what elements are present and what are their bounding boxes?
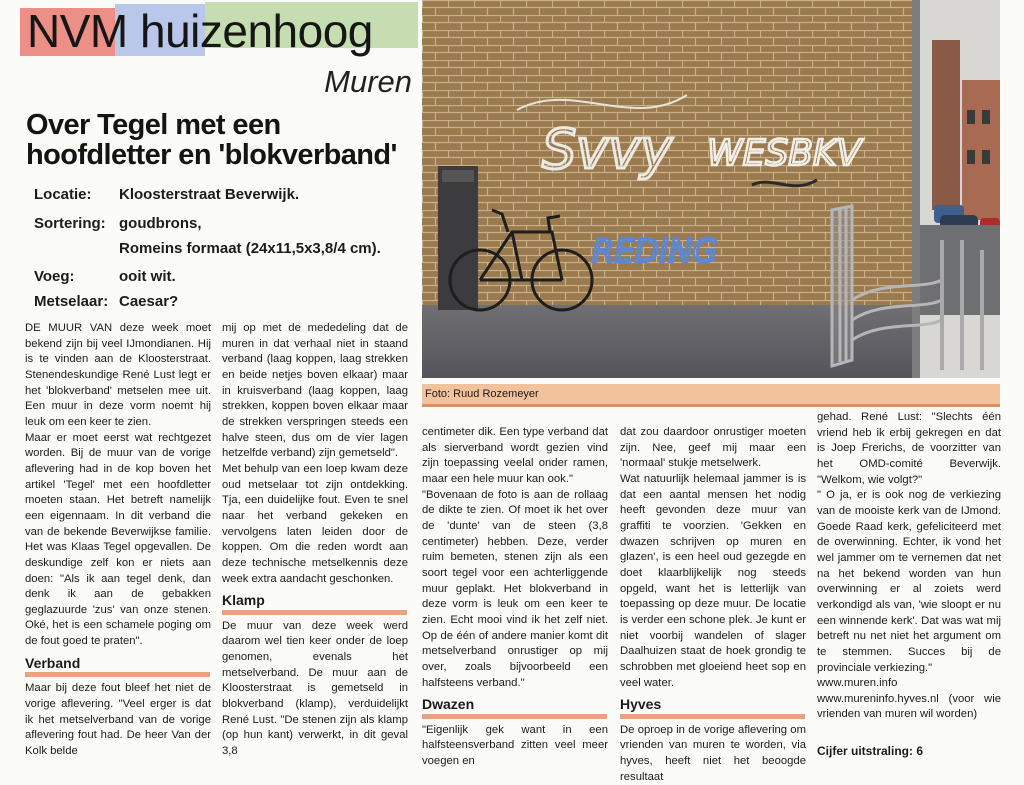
link-mureninfo-hyves[interactable]: www.mureninfo.hyves.nl (voor wie vrienden van muren wil worden) [817,692,1001,721]
spec-sortering-label: Sortering: [34,215,106,232]
column-3-paragraph-2: "Bovenaan de foto is aan de rollaag de dikte te zien. Of moet ik het over de 'dunte' van de steen (3,8 centimeter) hebben. Deze, verder ruim bemeten, stenen zijn als een soort tegel voor een achterliggende muur geplakt. Het blokverband in deze vorm is leuk om een keer te zien. Echt mooi vind ik het zelf niet. Op de één of andere manier komt dit metselverband onrustiger op mij over, zoals bijvoorbeeld een halfsteens verband." [422,488,608,689]
column-4-paragraph-1: dat zou daardoor onrustiger moeten zijn. Nee, geef mij maar een 'normaal' stukje metselwerk. [620,426,806,470]
column-5-paragraph-1: gehad. René Lust: "Slechts één vriend heb ik erbij gekregen en dat is Joep Frerichs, de voorzitter van het OMD-comité Beverwijk. "Welkom, wie volgt?" [817,411,1001,486]
graffiti-white-tag-1: Svvy [542,118,673,181]
spec-locatie-label: Locatie: [34,186,92,203]
column-2-paragraph-3: De muur van deze week werd daarom wel tien keer onder de loep genomen, evenals het metselverband. De muur aan de Kloosterstraat is gemetseld in blokverband (klamp), verduidelijkt René Lust. "De stenen zijn als klamp (op hun kant) verwerkt, in dit geval 3,8 [222,619,408,758]
column-4-paragraph-3: De oproep in de vorige aflevering om vrienden van muren te worden, via hyves, heeft niet het beoogde resultaat [620,723,806,783]
article-column-3 [422,425,608,770]
section-label: Muren [324,64,412,99]
spec-voeg-label: Voeg: [34,268,75,285]
column-2-paragraph-2: Met behulp van een loep kwam deze oud metselaar tot zijn ontdekking. Tja, een duidelijke fout. Even te snel naar het verband gekeken en vervolgens laten leiden door de koppen. Om die reden wordt aan deze technische metselkennis deze week extra aandacht geschonken. [222,462,408,585]
column-1-paragraph-2: Maar er moet eerst wat rechtgezet worden. Bij de muur van de vorige aflevering had in de kop boven het artikel 'Tegel' met een hoofdletter moeten staan. Het betreft namelijk een eigennaam. In dit verband die van de bekende Beverwijkse familie. Het was Klaas Tegel opgevallen. De deskundige zelf kon er niets aan doen: "Als ik aan tegel denk, dan denk ik aan de gebakken geglazuurde 'zus' van onze stenen. Oké, het is een schamele poging om de fout goed te praten". [25,431,211,648]
article-column-5 [817,410,1001,723]
column-1-paragraph-1: DE MUUR VAN deze week moet bekend zijn bij veel IJmondianen. Hij is te vinden aan de Kloosterstraat. Stenendeskundige René Lust legt er het 'blokverband' metselen mee uit. Een muur in deze vorm noemt hij leuk om een keer te zien. [25,322,211,428]
spec-metselaar-label: Metselaar: [34,293,109,310]
subheading-klamp: Klamp [222,593,407,615]
headline: Over Tegel met een hoofdletter en 'blokverband' [26,109,397,171]
column-1-paragraph-3: Maar bij deze fout bleef het niet de vorige aflevering. "Veel erger is dat ik het metselverband van de vorige aflevering fout had. De heer Van der Kolk belde [25,682,211,758]
article-photo [422,0,1000,378]
spec-metselaar-value: Caesar? [119,293,179,310]
subheading-verband: Verband [25,656,210,678]
column-2-paragraph-1: mij op met de mededeling dat de muren in dat verhaal niet in staand verband (laag koppen, laag strekken en beide netjes boven elkaar) maar in kruisverband (laag koppen, laag strekken, koppen boven elkaar maar de strekken verspringen steeds een halve steen, dus om de vier lagen hetzelfde verband) zijn gemetseld". [222,322,408,460]
column-4-paragraph-2: Wat natuurlijk helemaal jammer is is dat een aantal mensen het nodig heeft gevonden deze muur van graffiti te voorzien. 'Gekken en dwazen schrijven op muren en glazen', is een heel oud gezegde en doet klaarblijkelijk nog steeds opgeld, want het is letterlijk van toepassing op deze muur. De locatie is verder een schone plek. Je kunt er niet voorbij wandelen of slager Daalhuizen staat de hoek grondig te schrobben met gloeiend heet sop en veel water. [620,472,806,689]
graffiti-white-tag-2: WESBKV [707,133,862,174]
column-3-paragraph-1: centimeter dik. Een type verband dat als sierverband wordt gezien vind zijn toepassing veelal onder ramen, maar een hele muur kan ook." [422,426,608,485]
rating-line: Cijfer uitstraling: 6 [817,744,924,758]
column-5-paragraph-2: " O ja, er is ook nog de verkiezing van de mooiste kerk van de IJmond. Goede Raad kerk, gefeliciteerd met de overwinning. Echter, ik vond het wel jammer om te vernemen dat net na het bekend worden van hun overwinning er al zoiets werd verkondigd als van, 'wie sloopt er nu een winnende kerk'. Dat was wat mij betreft nu net niet het argument om te stemmen. Succes bij de provinciale verkiezing." [817,489,1001,674]
subheading-hyves: Hyves [620,697,805,719]
spec-sortering-value: goudbrons, [119,215,202,232]
subheading-dwazen: Dwazen [422,697,607,719]
spec-locatie-value: Kloosterstraat Beverwijk. [119,186,300,203]
photo-brick-wall-graffiti [422,0,1000,378]
spec-sortering-format: Romeins formaat (24x11,5x3,8/4 cm). [119,240,381,257]
photo-caption: Foto: Ruud Rozemeyer [422,384,1000,407]
masthead-title: NVM huizenhoog [27,5,373,57]
masthead [20,2,418,64]
column-3-paragraph-3: "Eigenlijk gek want in een halfsteensverband zitten veel meer voegen en [422,723,608,768]
spec-voeg-value: ooit wit. [119,268,176,285]
article-column-1 [25,321,211,760]
graffiti-blue-tag: REDING [592,232,718,270]
article-column-2 [222,321,408,760]
link-muren-info[interactable]: www.muren.info [817,677,898,690]
article-column-4 [620,425,806,785]
